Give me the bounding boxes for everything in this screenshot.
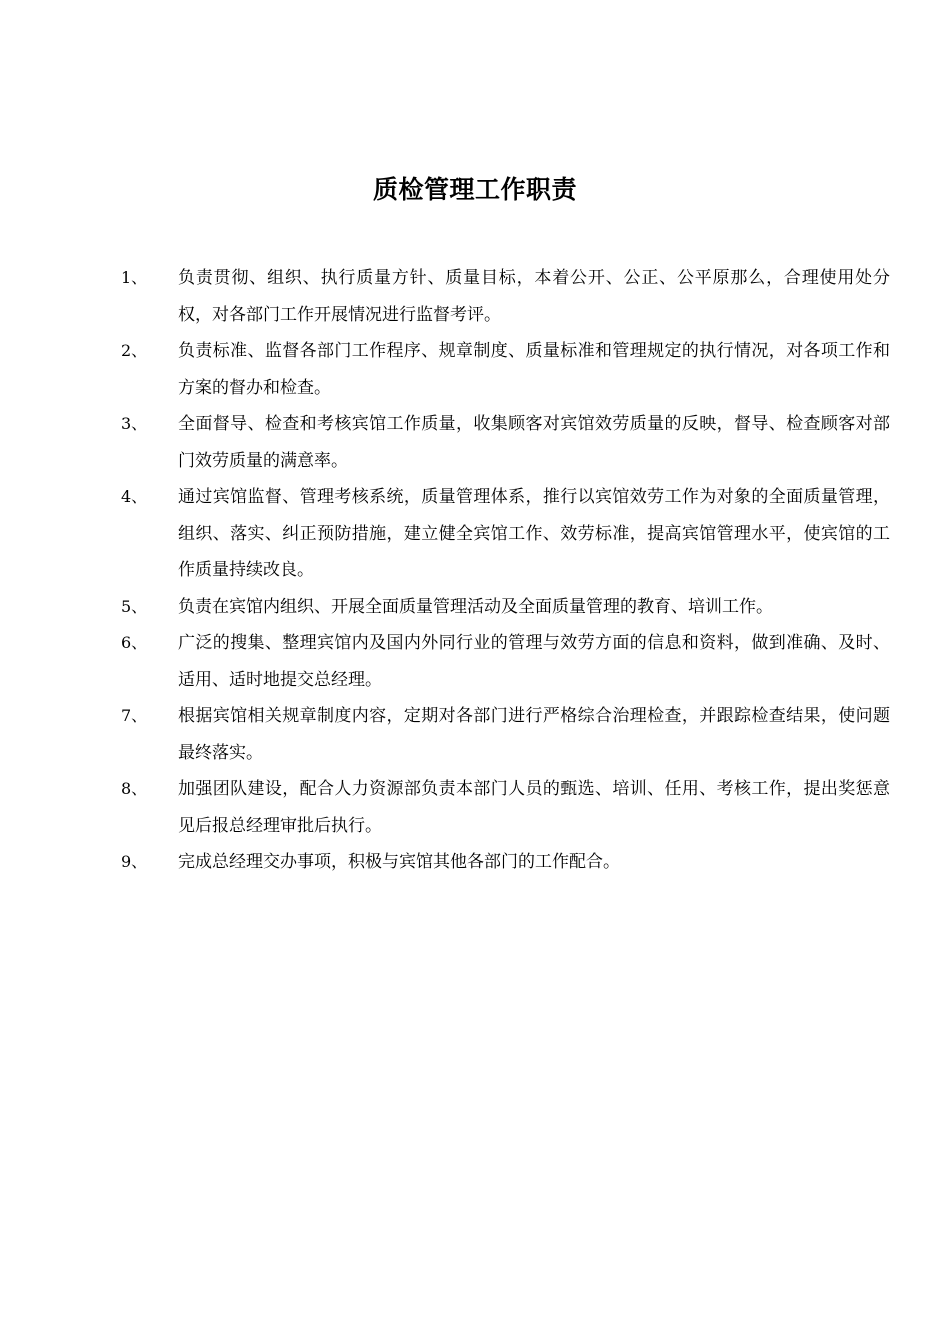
list-item-text: 根据宾馆相关规章制度内容，定期对各部门进行严格综合治理检查，并跟踪检查结果，使问题最终落实。 [178, 706, 890, 763]
list-item [0, 260, 950, 333]
list-item [0, 333, 950, 406]
list-item [0, 771, 950, 844]
list-item-text: 完成总经理交办事项，积极与宾馆其他各部门的工作配合。 [178, 852, 620, 872]
document-title: 质检管理工作职责 [372, 175, 577, 204]
list-item-text: 负责标准、监督各部门工作程序、规章制度、质量标准和管理规定的执行情况，对各项工作和方案的督办和检查。 [178, 341, 890, 398]
list-item-text: 负责贯彻、组织、执行质量方针、质量目标，本着公开、公正、公平原那么，合理使用处分权，对各部门工作开展情况进行监督考评。 [178, 268, 890, 325]
list-item-text: 全面督导、检查和考核宾馆工作质量，收集顾客对宾馆效劳质量的反映，督导、检查顾客对部门效劳质量的满意率。 [178, 414, 890, 471]
list-item-text: 加强团队建设，配合人力资源部负责本部门人员的甄选、培训、任用、考核工作，提出奖惩意见后报总经理审批后执行。 [178, 779, 890, 836]
duty-list [0, 260, 950, 881]
list-item-number: 9、 [121, 852, 148, 871]
list-item-text: 广泛的搜集、整理宾馆内及国内外同行业的管理与效劳方面的信息和资料，做到准确、及时、适用、适时地提交总经理。 [178, 633, 890, 690]
list-item [0, 589, 950, 626]
list-item [0, 479, 950, 589]
list-item-number: 3、 [121, 414, 148, 433]
list-item-number: 5、 [121, 596, 148, 616]
list-item-number: 6、 [121, 633, 148, 652]
list-item [0, 844, 950, 881]
list-item [0, 406, 950, 479]
list-item [0, 698, 950, 771]
list-item-number: 4、 [121, 487, 148, 506]
list-item-number: 7、 [121, 706, 148, 725]
list-item-number: 1、 [121, 268, 148, 287]
list-item [0, 625, 950, 698]
list-item-number: 2、 [121, 341, 148, 360]
list-item-text: 通过宾馆监督、管理考核系统，质量管理体系，推行以宾馆效劳工作为对象的全面质量管理，组织、落实、纠正预防措施，建立健全宾馆工作、效劳标准，提高宾馆管理水平，使宾馆的工作质量持续改良。 [178, 487, 890, 580]
list-item-number: 8、 [121, 779, 148, 798]
list-item-text: 负责在宾馆内组织、开展全面质量管理活动及全面质量管理的教育、培训工作。 [178, 596, 773, 617]
